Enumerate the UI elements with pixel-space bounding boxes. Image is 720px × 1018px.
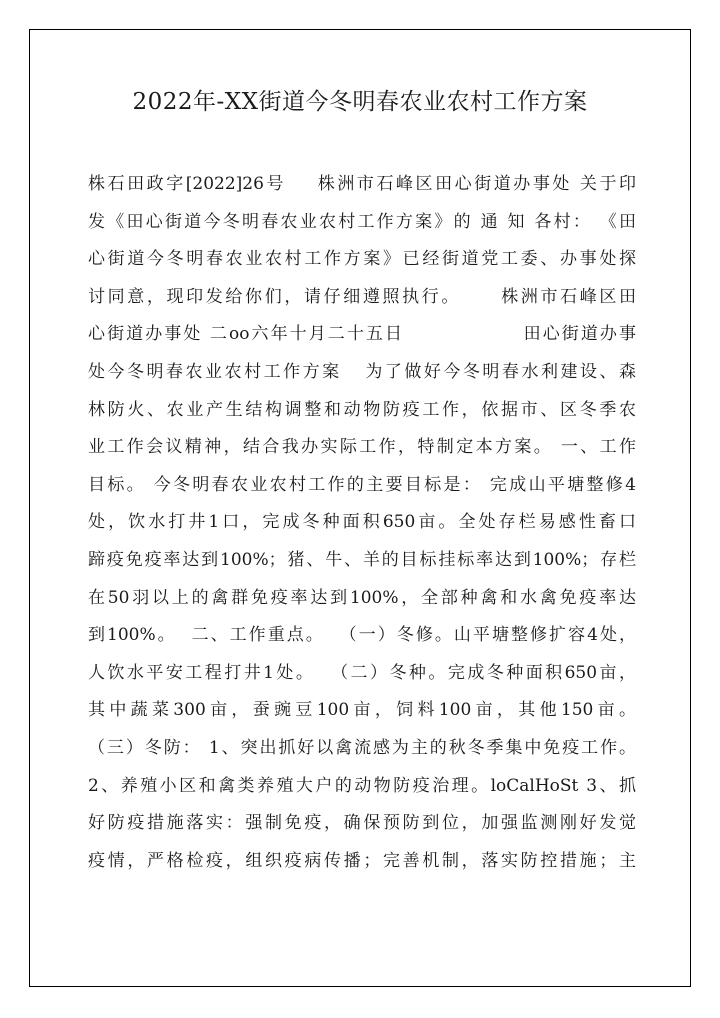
body-line: 讨同意，现印发给你们，请仔细遵照执行。 株洲市石峰区田 [88, 286, 636, 307]
body-line: 发《田心街道今冬明春农业农村工作方案》的 通 知 各村： 《田 [88, 211, 636, 232]
body-line: 到100%。 二、工作重点。 （一）冬修。山平塘整修扩容4处， [88, 625, 636, 646]
body-line: 心街道今冬明春农业农村工作方案》已经街道党工委、办事处探 [88, 249, 636, 270]
body-line: 在50羽以上的禽群免疫率达到100%，全部种禽和水禽免疫率达 [88, 587, 636, 608]
body-line: 其中蔬菜300亩，蚕豌豆100亩，饲料100亩，其他150亩。 [88, 700, 636, 721]
body-line: （三）冬防： 1、突出抓好以禽流感为主的秋冬季集中免疫工作。 [88, 737, 636, 758]
body-line: 人饮水平安工程打井1处。 （二）冬种。完成冬种面积650亩， [88, 662, 636, 683]
document-title: 2022年-XX街道今冬明春农业农村工作方案 [132, 89, 588, 115]
body-line: 心街道办事处 二oo六年十月二十五日 田心街道办事 [88, 324, 636, 345]
body-line: 蹄疫免疫率达到100%；猪、牛、羊的目标挂标率达到100%；存栏 [88, 549, 636, 570]
body-line: 处今冬明春农业农村工作方案 为了做好今冬明春水利建设、森 [88, 361, 636, 382]
document-body [88, 166, 636, 880]
body-line: 处，饮水打井1口，完成冬种面积650亩。全处存栏易感性畜口 [88, 512, 636, 533]
body-line: 林防火、农业产生结构调整和动物防疫工作，依据市、区冬季农 [88, 399, 636, 420]
body-line: 2、养殖小区和禽类养殖大户的动物防疫治理。loCalHoSt 3、抓 [88, 775, 636, 796]
body-line: 目标。 今冬明春农业农村工作的主要目标是： 完成山平塘整修4 [88, 474, 636, 495]
body-line: 业工作会议精神，结合我办实际工作，特制定本方案。 一、工作 [88, 437, 636, 458]
body-line: 疫情，严格检疫，组织疫病传播；完善机制，落实防控措施；主 [88, 850, 636, 871]
body-line: 好防疫措施落实：强制免疫，确保预防到位，加强监测刚好发觉 [88, 813, 636, 834]
body-line: 株石田政字[2022]26号 株洲市石峰区田心街道办事处 关于印 [88, 174, 636, 194]
